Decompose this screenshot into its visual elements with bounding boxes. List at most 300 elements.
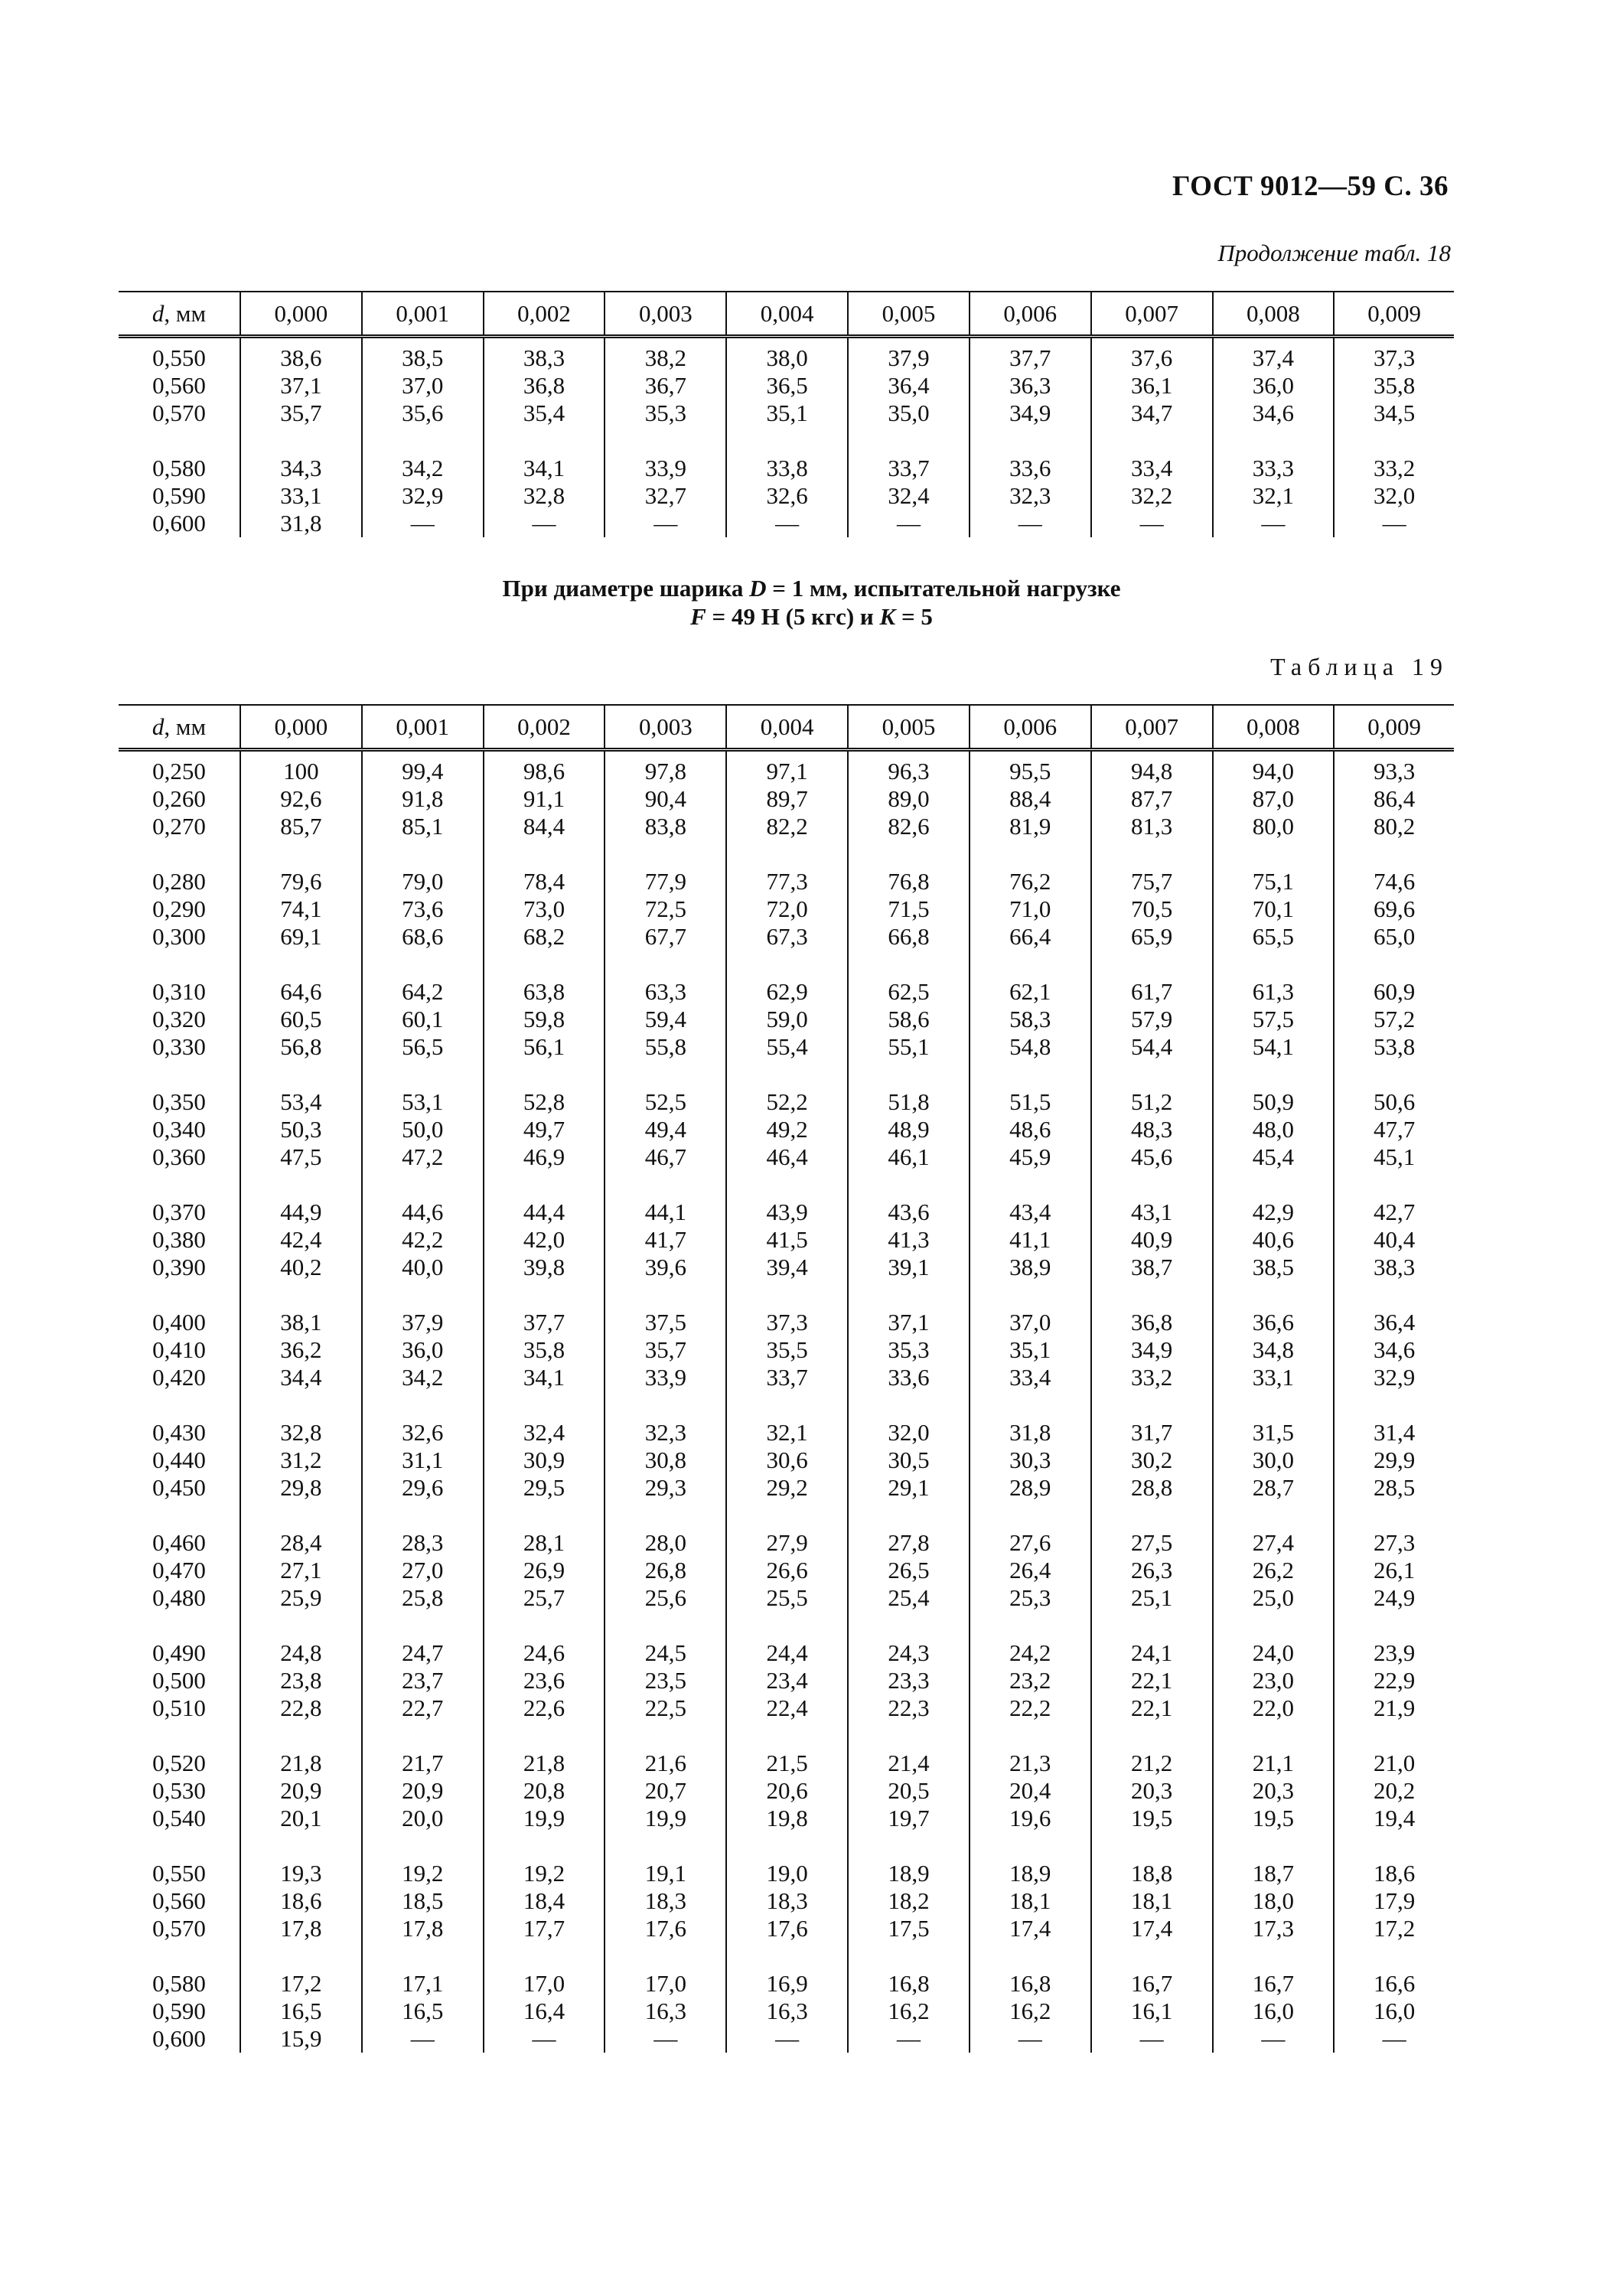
- cell-value: 36,4: [848, 372, 970, 400]
- cell-value: 18,4: [484, 1887, 605, 1915]
- column-header: 0,007: [1091, 705, 1213, 750]
- cell-value: 21,8: [240, 1750, 362, 1777]
- heading-var: D: [749, 575, 767, 602]
- cell-value: 62,1: [970, 978, 1091, 1006]
- cell-value: 38,7: [1091, 1254, 1213, 1281]
- cell-value: 52,2: [726, 1088, 848, 1116]
- cell-d: 0,440: [152, 1446, 206, 1473]
- cell-value: 71,0: [970, 895, 1091, 923]
- cell-value: 35,5: [726, 1336, 848, 1364]
- cell-value: 75,7: [1091, 868, 1213, 895]
- cell-value: 46,4: [726, 1143, 848, 1171]
- table-row: [119, 785, 1454, 813]
- cell-value: 33,9: [605, 455, 726, 482]
- cell-value: 61,3: [1213, 978, 1335, 1006]
- cell-value: 85,7: [240, 813, 362, 840]
- cell-value: 35,4: [484, 400, 605, 427]
- cell-value: 23,5: [605, 1667, 726, 1694]
- cell-value: 25,4: [848, 1584, 970, 1612]
- cell-value: 81,9: [970, 813, 1091, 840]
- cell-value: 18,0: [1213, 1887, 1335, 1915]
- cell-value: 61,7: [1091, 978, 1213, 1006]
- cell-value: 92,6: [240, 785, 362, 813]
- cell-value: 17,2: [240, 1970, 362, 1998]
- cell-value: 83,8: [605, 813, 726, 840]
- cell-value: 17,8: [240, 1915, 362, 1942]
- cell-value: 16,6: [1334, 1970, 1454, 1998]
- cell-value: 67,3: [726, 923, 848, 951]
- cell-value: 33,6: [848, 1364, 970, 1391]
- cell-value: 34,1: [484, 1364, 605, 1391]
- cell-value: 35,1: [970, 1336, 1091, 1364]
- cell-value: 54,4: [1091, 1033, 1213, 1061]
- cell-value: 25,0: [1213, 1584, 1335, 1612]
- cell-value: 17,8: [362, 1915, 484, 1942]
- table-row: [119, 372, 1454, 400]
- column-header: 0,006: [970, 292, 1091, 337]
- cell-value: 89,7: [726, 785, 848, 813]
- cell-value: 60,9: [1334, 978, 1454, 1006]
- cell-value: 24,9: [1334, 1584, 1454, 1612]
- cell-value: —: [970, 510, 1091, 537]
- column-header: 0,003: [605, 705, 726, 750]
- table-row: [119, 1116, 1454, 1143]
- cell-value: 50,0: [362, 1116, 484, 1143]
- cell-value: 84,4: [484, 813, 605, 840]
- cell-value: 19,9: [484, 1805, 605, 1832]
- cell-value: 29,3: [605, 1474, 726, 1502]
- cell-value: —: [362, 2025, 484, 2053]
- cell-value: 58,3: [970, 1006, 1091, 1033]
- column-header: 0,003: [605, 292, 726, 337]
- table-row: [119, 1915, 1454, 1942]
- cell-value: 30,8: [605, 1446, 726, 1474]
- cell-value: 32,2: [1091, 482, 1213, 510]
- cell-value: 67,7: [605, 923, 726, 951]
- cell-value: 57,5: [1213, 1006, 1335, 1033]
- cell-value: 28,3: [362, 1529, 484, 1557]
- cell-value: 38,1: [240, 1309, 362, 1336]
- cell-value: 72,0: [726, 895, 848, 923]
- table-row: [119, 1364, 1454, 1391]
- cell-value: 76,8: [848, 868, 970, 895]
- cell-value: 33,9: [605, 1364, 726, 1391]
- table-row: [119, 1336, 1454, 1364]
- cell-value: 59,8: [484, 1006, 605, 1033]
- cell-value: 70,1: [1213, 895, 1335, 923]
- cell-value: 23,9: [1334, 1639, 1454, 1667]
- cell-value: 32,3: [605, 1419, 726, 1446]
- table-row: [119, 455, 1454, 482]
- cell-value: 89,0: [848, 785, 970, 813]
- cell-value: 21,5: [726, 1750, 848, 1777]
- cell-value: 37,1: [240, 372, 362, 400]
- cell-value: 28,7: [1213, 1474, 1335, 1502]
- cell-value: 24,1: [1091, 1639, 1213, 1667]
- cell-value: 17,7: [484, 1915, 605, 1942]
- table-row: [119, 1088, 1454, 1116]
- cell-value: 63,3: [605, 978, 726, 1006]
- cell-value: 16,5: [362, 1998, 484, 2025]
- cell-value: 40,4: [1334, 1226, 1454, 1254]
- cell-value: 37,7: [484, 1309, 605, 1336]
- cell-value: 29,9: [1334, 1446, 1454, 1474]
- cell-value: 31,8: [240, 510, 362, 537]
- table-row: [119, 978, 1454, 1006]
- cell-value: 22,9: [1334, 1667, 1454, 1694]
- cell-value: 79,6: [240, 868, 362, 895]
- column-header: 0,009: [1334, 292, 1454, 337]
- group-spacer: [119, 1171, 1454, 1199]
- cell-value: 34,8: [1213, 1336, 1335, 1364]
- cell-value: 18,1: [970, 1887, 1091, 1915]
- cell-value: 20,4: [970, 1777, 1091, 1805]
- cell-value: 21,0: [1334, 1750, 1454, 1777]
- cell-value: 19,6: [970, 1805, 1091, 1832]
- group-spacer: [119, 840, 1454, 868]
- cell-value: 51,2: [1091, 1088, 1213, 1116]
- group-spacer: [119, 951, 1454, 978]
- table-row: [119, 1226, 1454, 1254]
- cell-value: 32,9: [362, 482, 484, 510]
- cell-d: 0,550: [152, 1860, 206, 1887]
- table-row: [119, 1474, 1454, 1502]
- cell-d: 0,480: [152, 1584, 206, 1611]
- cell-value: 16,9: [726, 1970, 848, 1998]
- cell-value: 37,1: [848, 1309, 970, 1336]
- cell-value: —: [605, 2025, 726, 2053]
- cell-value: 62,5: [848, 978, 970, 1006]
- cell-value: 53,8: [1334, 1033, 1454, 1061]
- table-row: [119, 1557, 1454, 1584]
- cell-value: 26,3: [1091, 1557, 1213, 1584]
- cell-value: 33,4: [970, 1364, 1091, 1391]
- cell-d: 0,430: [152, 1419, 206, 1446]
- cell-value: 33,1: [240, 482, 362, 510]
- cell-value: 37,3: [726, 1309, 848, 1336]
- cell-d: 0,530: [152, 1777, 206, 1804]
- cell-value: 60,5: [240, 1006, 362, 1033]
- cell-value: 24,3: [848, 1639, 970, 1667]
- cell-d: 0,570: [152, 1915, 206, 1942]
- cell-value: 56,5: [362, 1033, 484, 1061]
- column-header: 0,000: [240, 705, 362, 750]
- cell-value: 27,6: [970, 1529, 1091, 1557]
- cell-value: 66,4: [970, 923, 1091, 951]
- cell-value: 18,3: [605, 1887, 726, 1915]
- cell-value: 20,7: [605, 1777, 726, 1805]
- cell-d: 0,520: [152, 1750, 206, 1776]
- cell-value: 18,5: [362, 1887, 484, 1915]
- cell-value: 68,2: [484, 923, 605, 951]
- cell-value: 45,9: [970, 1143, 1091, 1171]
- cell-value: 73,6: [362, 895, 484, 923]
- cell-value: 34,6: [1334, 1336, 1454, 1364]
- table-19-heading: [0, 574, 1623, 631]
- cell-value: 39,4: [726, 1254, 848, 1281]
- group-spacer: [119, 1722, 1454, 1750]
- cell-value: 31,8: [970, 1419, 1091, 1446]
- cell-value: 35,7: [240, 400, 362, 427]
- cell-value: 19,5: [1091, 1805, 1213, 1832]
- column-header: 0,004: [726, 292, 848, 337]
- cell-value: 38,3: [1334, 1254, 1454, 1281]
- cell-value: 72,5: [605, 895, 726, 923]
- cell-d: 0,390: [152, 1254, 206, 1280]
- cell-value: 87,0: [1213, 785, 1335, 813]
- cell-value: 22,6: [484, 1694, 605, 1722]
- table-row: [119, 1529, 1454, 1557]
- cell-value: 21,7: [362, 1750, 484, 1777]
- cell-value: 16,3: [726, 1998, 848, 2025]
- cell-value: 22,1: [1091, 1694, 1213, 1722]
- cell-value: 33,2: [1091, 1364, 1213, 1391]
- cell-value: —: [848, 510, 970, 537]
- cell-value: 22,1: [1091, 1667, 1213, 1694]
- cell-value: 18,2: [848, 1887, 970, 1915]
- cell-value: 80,0: [1213, 813, 1335, 840]
- cell-value: 19,4: [1334, 1805, 1454, 1832]
- table-row: [119, 1199, 1454, 1226]
- cell-value: 51,8: [848, 1088, 970, 1116]
- cell-value: 16,7: [1213, 1970, 1335, 1998]
- cell-value: 22,2: [970, 1694, 1091, 1722]
- cell-value: 26,6: [726, 1557, 848, 1584]
- cell-value: 27,5: [1091, 1529, 1213, 1557]
- cell-value: 23,4: [726, 1667, 848, 1694]
- cell-value: 27,4: [1213, 1529, 1335, 1557]
- cell-d: 0,250: [152, 758, 206, 784]
- cell-value: 20,9: [240, 1777, 362, 1805]
- cell-value: —: [362, 510, 484, 537]
- table-continuation-note: Продолжение табл. 18: [1217, 240, 1451, 266]
- cell-value: 36,2: [240, 1336, 362, 1364]
- cell-value: 37,9: [848, 337, 970, 373]
- cell-value: 42,0: [484, 1226, 605, 1254]
- table-19-label: Таблица 19: [1270, 653, 1449, 680]
- cell-value: —: [970, 2025, 1091, 2053]
- table-row: [119, 1254, 1454, 1281]
- cell-value: 25,8: [362, 1584, 484, 1612]
- cell-value: 78,4: [484, 868, 605, 895]
- table-18-continuation: [119, 291, 1454, 537]
- cell-d: 0,340: [152, 1116, 206, 1143]
- cell-value: 31,1: [362, 1446, 484, 1474]
- cell-value: 32,1: [726, 1419, 848, 1446]
- cell-value: 47,2: [362, 1143, 484, 1171]
- cell-value: —: [605, 510, 726, 537]
- cell-value: 38,9: [970, 1254, 1091, 1281]
- cell-value: 40,2: [240, 1254, 362, 1281]
- cell-value: 48,3: [1091, 1116, 1213, 1143]
- cell-value: 29,2: [726, 1474, 848, 1502]
- heading-text: = 49 Н (5 кгс) и: [706, 603, 880, 630]
- cell-value: 16,7: [1091, 1970, 1213, 1998]
- cell-d: 0,590: [152, 1998, 206, 2024]
- cell-value: 38,5: [362, 337, 484, 373]
- cell-d: 0,600: [152, 510, 206, 536]
- cell-d: 0,590: [152, 482, 206, 509]
- cell-value: 35,6: [362, 400, 484, 427]
- cell-value: 28,1: [484, 1529, 605, 1557]
- heading-text: При диаметре шарика: [502, 575, 750, 602]
- cell-value: 29,1: [848, 1474, 970, 1502]
- cell-value: 19,1: [605, 1860, 726, 1887]
- cell-value: 34,1: [484, 455, 605, 482]
- cell-d: 0,260: [152, 785, 206, 812]
- table-row: [119, 510, 1454, 537]
- cell-d: 0,560: [152, 1887, 206, 1914]
- cell-value: 33,7: [848, 455, 970, 482]
- cell-value: 18,3: [726, 1887, 848, 1915]
- cell-value: 44,6: [362, 1199, 484, 1226]
- cell-value: 49,2: [726, 1116, 848, 1143]
- cell-value: 95,5: [970, 750, 1091, 786]
- cell-value: 18,1: [1091, 1887, 1213, 1915]
- cell-value: —: [484, 510, 605, 537]
- column-header: 0,002: [484, 292, 605, 337]
- cell-value: 43,9: [726, 1199, 848, 1226]
- cell-value: 41,7: [605, 1226, 726, 1254]
- cell-value: 51,5: [970, 1088, 1091, 1116]
- cell-value: 36,3: [970, 372, 1091, 400]
- cell-value: 64,6: [240, 978, 362, 1006]
- cell-value: 33,2: [1334, 455, 1454, 482]
- cell-value: 17,5: [848, 1915, 970, 1942]
- table-row: [119, 337, 1454, 373]
- cell-value: 20,3: [1213, 1777, 1335, 1805]
- table-row: [119, 400, 1454, 427]
- cell-value: 19,2: [362, 1860, 484, 1887]
- cell-value: 41,3: [848, 1226, 970, 1254]
- cell-value: 32,4: [848, 482, 970, 510]
- cell-value: 37,0: [362, 372, 484, 400]
- cell-value: 37,3: [1334, 337, 1454, 373]
- table-row: [119, 1143, 1454, 1171]
- cell-value: 44,9: [240, 1199, 362, 1226]
- cell-value: 34,5: [1334, 400, 1454, 427]
- cell-value: 38,6: [240, 337, 362, 373]
- table-row: [119, 1777, 1454, 1805]
- cell-value: 36,5: [726, 372, 848, 400]
- cell-value: 65,5: [1213, 923, 1335, 951]
- cell-value: 19,5: [1213, 1805, 1335, 1832]
- heading-var: K: [879, 603, 896, 630]
- cell-value: 42,2: [362, 1226, 484, 1254]
- cell-value: 43,1: [1091, 1199, 1213, 1226]
- cell-value: 34,9: [970, 400, 1091, 427]
- cell-value: 55,8: [605, 1033, 726, 1061]
- cell-value: 23,6: [484, 1667, 605, 1694]
- cell-value: 77,9: [605, 868, 726, 895]
- cell-value: 17,2: [1334, 1915, 1454, 1942]
- cell-d: 0,580: [152, 1970, 206, 1997]
- cell-value: 28,8: [1091, 1474, 1213, 1502]
- cell-d: 0,410: [152, 1336, 206, 1363]
- table-row: [119, 923, 1454, 951]
- cell-value: —: [1091, 2025, 1213, 2053]
- cell-value: 23,3: [848, 1667, 970, 1694]
- cell-value: 34,2: [362, 455, 484, 482]
- cell-value: 81,3: [1091, 813, 1213, 840]
- group-spacer: [119, 1612, 1454, 1639]
- cell-value: 25,3: [970, 1584, 1091, 1612]
- group-spacer: [119, 1832, 1454, 1860]
- cell-value: 38,0: [726, 337, 848, 373]
- cell-value: 20,2: [1334, 1777, 1454, 1805]
- cell-value: 98,6: [484, 750, 605, 786]
- cell-value: 24,5: [605, 1639, 726, 1667]
- cell-value: 68,6: [362, 923, 484, 951]
- cell-value: 21,8: [484, 1750, 605, 1777]
- cell-value: 18,6: [1334, 1860, 1454, 1887]
- cell-value: 20,1: [240, 1805, 362, 1832]
- cell-value: 16,3: [605, 1998, 726, 2025]
- cell-value: 32,3: [970, 482, 1091, 510]
- cell-value: 52,5: [605, 1088, 726, 1116]
- cell-value: 16,0: [1213, 1998, 1335, 2025]
- cell-value: 29,5: [484, 1474, 605, 1502]
- cell-value: 36,0: [1213, 372, 1335, 400]
- cell-value: 59,0: [726, 1006, 848, 1033]
- cell-value: 20,5: [848, 1777, 970, 1805]
- cell-value: 37,0: [970, 1309, 1091, 1336]
- cell-value: 36,8: [1091, 1309, 1213, 1336]
- cell-value: 40,6: [1213, 1226, 1335, 1254]
- cell-value: 91,8: [362, 785, 484, 813]
- cell-value: —: [726, 2025, 848, 2053]
- cell-value: 47,5: [240, 1143, 362, 1171]
- cell-value: 26,8: [605, 1557, 726, 1584]
- cell-value: 40,0: [362, 1254, 484, 1281]
- cell-value: 27,1: [240, 1557, 362, 1584]
- cell-value: 42,4: [240, 1226, 362, 1254]
- cell-value: 45,1: [1334, 1143, 1454, 1171]
- cell-value: 23,0: [1213, 1667, 1335, 1694]
- cell-d: 0,490: [152, 1639, 206, 1666]
- cell-value: 42,9: [1213, 1199, 1335, 1226]
- cell-d: 0,370: [152, 1199, 206, 1225]
- cell-value: 44,4: [484, 1199, 605, 1226]
- cell-value: 56,8: [240, 1033, 362, 1061]
- cell-value: 39,8: [484, 1254, 605, 1281]
- cell-value: 32,9: [1334, 1364, 1454, 1391]
- cell-value: 34,7: [1091, 400, 1213, 427]
- table-row: [119, 1309, 1454, 1336]
- cell-value: 17,0: [605, 1970, 726, 1998]
- cell-value: 26,2: [1213, 1557, 1335, 1584]
- table-row: [119, 895, 1454, 923]
- cell-value: 31,2: [240, 1446, 362, 1474]
- cell-value: 33,6: [970, 455, 1091, 482]
- cell-d: 0,550: [152, 344, 206, 371]
- cell-value: 80,2: [1334, 813, 1454, 840]
- cell-value: 16,8: [848, 1970, 970, 1998]
- cell-value: 62,9: [726, 978, 848, 1006]
- cell-value: 20,6: [726, 1777, 848, 1805]
- table-row: [119, 1667, 1454, 1694]
- cell-value: 58,6: [848, 1006, 970, 1033]
- cell-value: 33,8: [726, 455, 848, 482]
- cell-value: 96,3: [848, 750, 970, 786]
- cell-value: 35,1: [726, 400, 848, 427]
- table-row: [119, 1033, 1454, 1061]
- cell-value: 17,0: [484, 1970, 605, 1998]
- column-header: 0,006: [970, 705, 1091, 750]
- column-header: 0,008: [1213, 705, 1335, 750]
- cell-value: 30,2: [1091, 1446, 1213, 1474]
- heading-text: = 1 мм, испытательной нагрузке: [766, 575, 1121, 602]
